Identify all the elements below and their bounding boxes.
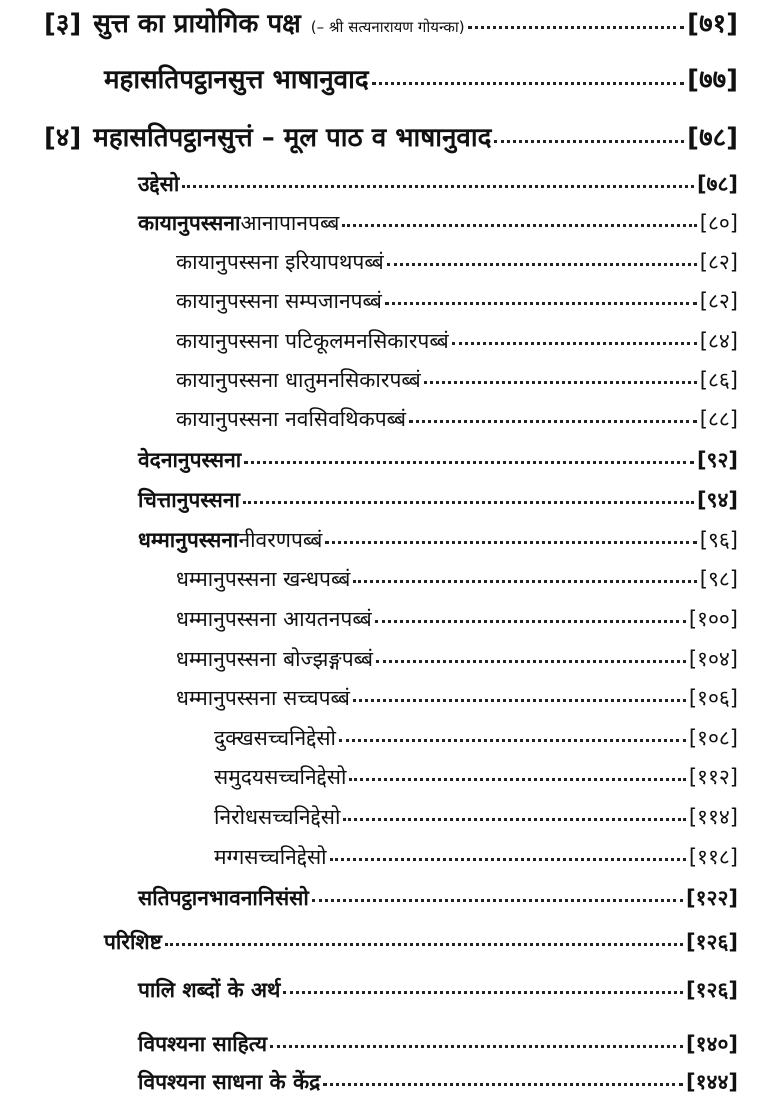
entry-title: कायानुपस्सना पटिकूलमनसिकारपब्बं xyxy=(176,329,449,353)
page-number: [ १४४ ] xyxy=(686,1068,738,1096)
entry-title: वेदनानुपस्सना xyxy=(138,448,242,472)
toc-entry xyxy=(176,366,738,394)
page-number: [ ८० ] xyxy=(700,209,738,237)
entry-title: कायानुपस्सना इरियापथपब्बं xyxy=(176,250,384,274)
entry-subtitle: नीवरणपब्बं xyxy=(238,528,323,552)
entry-title: पालि शब्दों के अर्थ xyxy=(138,978,281,1002)
toc-entry xyxy=(138,976,738,1004)
page-number: [ १०८ ] xyxy=(689,724,738,752)
dot-leader xyxy=(353,699,686,702)
page-number: [ ९४ ] xyxy=(697,486,738,514)
entry-title: परिशिष्ट xyxy=(104,930,162,954)
dot-leader xyxy=(330,858,686,861)
page-number: [ ८४ ] xyxy=(700,327,738,355)
page-number: [ १०४ ] xyxy=(689,645,738,673)
page-number: [ ८६ ] xyxy=(700,366,738,394)
entry-title: महासतिपट्ठानसुत्त भाषानुवाद xyxy=(104,65,369,95)
toc-entry xyxy=(138,486,738,514)
entry-title: कायानुपस्सना धातुमनसिकारपब्बं xyxy=(176,368,421,392)
page-number: [ ८८ ] xyxy=(700,405,738,433)
dot-leader xyxy=(375,620,686,623)
toc-entry-appendix xyxy=(104,928,738,956)
page-number: [ ७७ ] xyxy=(687,60,738,96)
page-number: [ १४० ] xyxy=(686,1030,738,1058)
dot-leader xyxy=(349,778,685,781)
toc-entry xyxy=(138,526,738,554)
page-number: [ १२६ ] xyxy=(686,928,738,956)
page-number: [ १०६ ] xyxy=(689,684,738,712)
dot-leader xyxy=(165,943,683,946)
page-number: [ ११४ ] xyxy=(689,803,738,831)
section-number: [३] xyxy=(44,9,82,39)
entry-title: धम्मानुपस्सना खन्धपब्बं xyxy=(176,567,351,591)
toc-entry xyxy=(176,327,738,355)
entry-subtitle: आनापानपब्ब xyxy=(240,211,340,235)
page-number: [ ८२ ] xyxy=(700,287,738,315)
page-number: [ ७८ ] xyxy=(697,170,738,198)
page-number: [ ९८ ] xyxy=(700,565,738,593)
entry-title: सुत्त का प्रायोगिक पक्ष xyxy=(93,9,301,39)
entry-title: विपश्यना साहित्य xyxy=(138,1032,268,1056)
toc-entry xyxy=(214,803,738,831)
dot-leader xyxy=(387,263,697,266)
toc-entry xyxy=(176,287,738,315)
toc-entry xyxy=(176,565,738,593)
toc-entry-3 xyxy=(44,4,738,40)
page-number: [ १०० ] xyxy=(689,605,738,633)
dot-leader xyxy=(243,501,694,504)
toc-entry xyxy=(138,884,738,912)
entry-title: कायानुपस्सना नवसिवथिकपब्बं xyxy=(176,407,407,431)
page-number: [ ८२ ] xyxy=(700,248,738,276)
dot-leader xyxy=(342,224,696,227)
toc-entry xyxy=(138,170,738,198)
entry-title: महासतिपट्ठानसुत्तं – मूल पाठ व भाषानुवाद xyxy=(93,123,492,153)
dot-leader xyxy=(385,302,697,305)
page-number: [ १२२ ] xyxy=(686,884,738,912)
dot-leader xyxy=(244,461,694,464)
toc-entry xyxy=(138,1068,738,1096)
entry-title: समुदयसच्चनिद्देसो xyxy=(214,765,347,789)
page-number: [ १२६ ] xyxy=(686,976,738,1004)
dot-leader xyxy=(494,140,684,143)
entry-title: धम्मानुपस्सना सच्चपब्बं xyxy=(176,686,350,710)
toc-entry xyxy=(138,446,738,474)
dot-leader xyxy=(343,818,685,821)
toc-entry xyxy=(214,724,738,752)
dot-leader xyxy=(323,1083,683,1086)
entry-title: विपश्यना साधना के केंद्र xyxy=(138,1070,321,1094)
dot-leader xyxy=(283,991,683,994)
toc-entry xyxy=(214,843,738,871)
toc-entry xyxy=(138,209,738,237)
entry-title: चित्तानुपस्सना xyxy=(138,488,240,512)
dot-leader xyxy=(339,739,686,742)
dot-leader xyxy=(312,899,683,902)
dot-leader xyxy=(372,82,685,85)
dot-leader xyxy=(376,660,686,663)
entry-title: धम्मानुपस्सना आयतनपब्बं xyxy=(176,607,372,631)
dot-leader xyxy=(452,342,697,345)
section-number: [४] xyxy=(44,123,82,153)
entry-title: दुक्खसच्चनिद्देसो xyxy=(214,726,336,750)
toc-entry xyxy=(176,645,738,673)
dot-leader xyxy=(182,185,694,188)
toc-entry xyxy=(176,248,738,276)
page-number: [ ७८ ] xyxy=(687,118,738,154)
page-number: [ ११२ ] xyxy=(689,763,738,791)
entry-title: उद्देसो xyxy=(138,172,180,196)
toc-entry xyxy=(176,405,738,433)
dot-leader xyxy=(468,26,685,29)
entry-title: कायानुपस्सना xyxy=(138,211,241,235)
dot-leader xyxy=(353,580,696,583)
entry-title: सतिपट्ठानभावनानिसंसो xyxy=(138,886,309,910)
page-number: [ ११८ ] xyxy=(689,843,738,871)
page-number: [ ७१ ] xyxy=(687,4,738,40)
entry-title: धम्मानुपस्सना xyxy=(138,528,239,552)
entry-title: कायानुपस्सना सम्पजानपब्बं xyxy=(176,289,382,313)
entry-author-note: (– श्री सत्यनारायण गोयन्का) xyxy=(310,18,465,36)
dot-leader xyxy=(409,420,697,423)
entry-title: धम्मानुपस्सना बोज्झङ्गपब्बं xyxy=(176,647,374,671)
entry-title: मग्गसच्चनिद्देसो xyxy=(214,845,327,869)
page-number: [ ९२ ] xyxy=(697,446,738,474)
dot-leader xyxy=(325,541,696,544)
toc-entry xyxy=(214,763,738,791)
entry-title: निरोधसच्चनिद्देसो xyxy=(214,805,341,829)
page-number: [ ९६ ] xyxy=(700,526,738,554)
toc-entry xyxy=(138,1030,738,1058)
toc-entry-translation xyxy=(104,60,738,96)
toc-entry-4 xyxy=(44,118,738,154)
dot-leader xyxy=(424,381,697,384)
toc-entry xyxy=(176,684,738,712)
dot-leader xyxy=(270,1045,683,1048)
toc-entry xyxy=(176,605,738,633)
